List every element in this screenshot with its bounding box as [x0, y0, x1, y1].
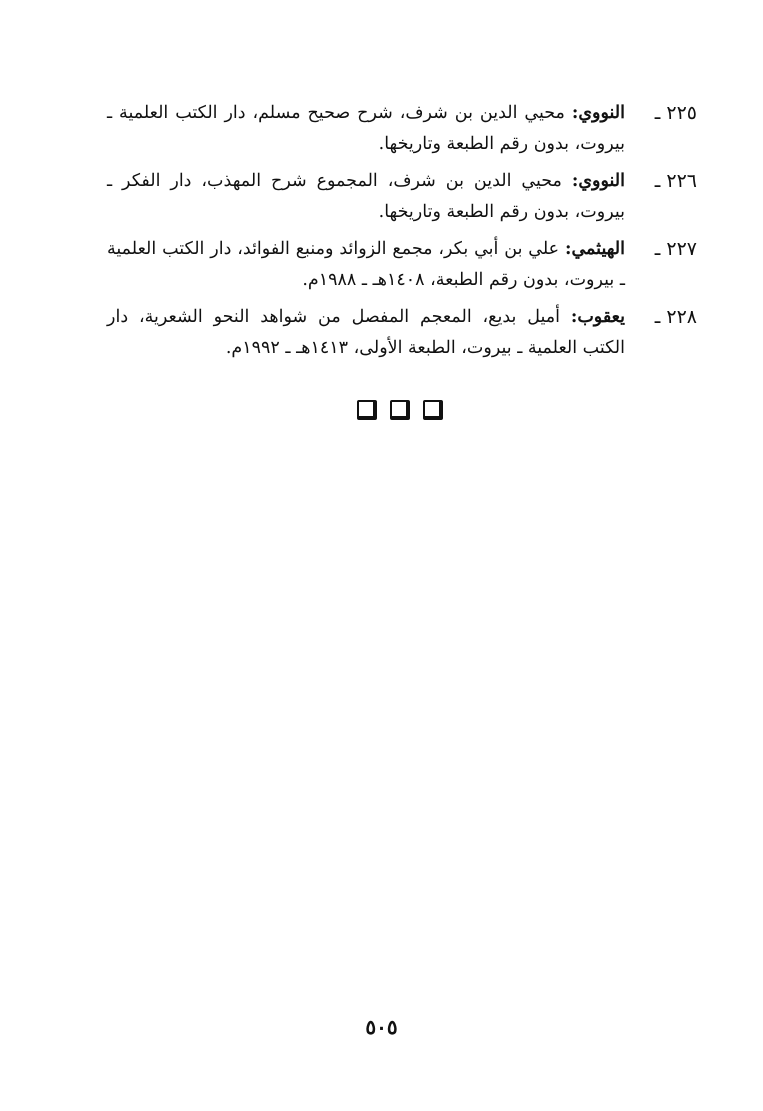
reference-item — [107, 302, 697, 364]
reference-text — [107, 166, 625, 228]
reference-item — [107, 98, 697, 160]
reference-item — [107, 234, 697, 296]
square-ornament-icon — [423, 400, 443, 420]
reference-details: علي بن أبي بكر، مجمع الزوائد ومنبع الفوائد، دار الكتب العلمية ـ بيروت، بدون رقم الطبعة، ١٤٠٨هـ ـ ١٩٨٨م. — [107, 239, 625, 290]
reference-text — [107, 98, 625, 160]
reference-author: النووي: — [571, 171, 625, 191]
reference-author: النووي: — [571, 103, 625, 123]
reference-author: يعقوب: — [570, 307, 625, 327]
reference-number: ٢٢٦ ـ — [654, 170, 697, 192]
square-ornament-icon — [357, 400, 377, 420]
reference-text — [107, 234, 625, 296]
square-ornament-icon — [390, 400, 410, 420]
reference-details: محيي الدين بن شرف، المجموع شرح المهذب، دار الفكر ـ بيروت، بدون رقم الطبعة وتاريخها. — [107, 171, 625, 222]
references-list — [107, 98, 697, 370]
reference-details: محيي الدين بن شرف، شرح صحيح مسلم، دار الكتب العلمية ـ بيروت، بدون رقم الطبعة وتاريخها. — [107, 103, 625, 154]
page-number: ٥٠٥ — [365, 1015, 398, 1039]
reference-item — [107, 166, 697, 228]
reference-author: الهيثمي: — [565, 239, 625, 259]
reference-text — [107, 302, 625, 364]
reference-details: أميل بديع، المعجم المفصل من شواهد النحو الشعرية، دار الكتب العلمية ـ بيروت، الطبعة الأولى، ١٤١٣هـ ـ ١٩٩٢م. — [107, 307, 625, 358]
reference-number: ٢٢٧ ـ — [654, 238, 697, 260]
reference-number: ٢٢٨ ـ — [654, 306, 697, 328]
reference-number: ٢٢٥ ـ — [654, 102, 697, 124]
three-square-ornament-icon — [357, 400, 443, 422]
